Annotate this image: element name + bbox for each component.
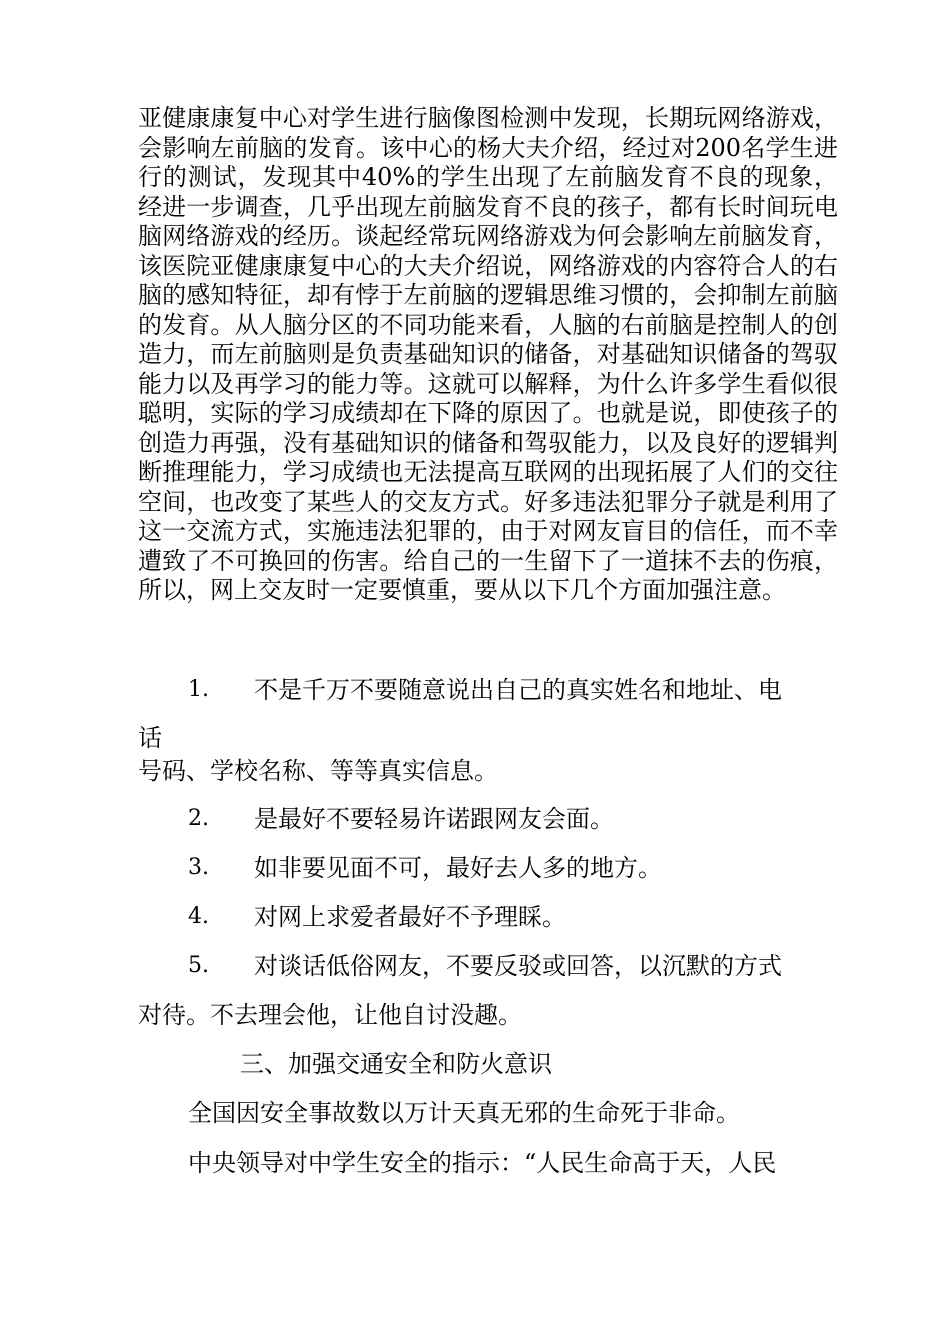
list-item-number: 1.: [188, 677, 209, 702]
list-item-number: 4.: [188, 904, 209, 929]
list-item-continuation: 话: [138, 724, 162, 752]
list-item-number: 2.: [188, 806, 209, 831]
list-item-text: 如非要见面不可，最好去人多的地方。: [254, 854, 662, 882]
paragraph: 中央领导对中学生安全的指示：“人民生命高于天，人民: [188, 1149, 777, 1177]
paragraph: 全国因安全事故数以万计天真无邪的生命死于非命。: [188, 1099, 740, 1127]
list-item-continuation: 号码、学校名称、等等真实信息。: [138, 757, 498, 785]
list-item-text: 是最好不要轻易许诺跟网友会面。: [254, 805, 614, 833]
main-paragraph: 亚健康康复中心对学生进行脑像图检测中发现，长期玩网络游戏，会影响左前脑的发育。该中心的杨大夫介绍，经过对200名学生进行的测试，发现其中40%的学生出现了左前脑发育不良的现象，经进一步调查，几乎出现左前脑发育不良的孩子，都有长时间玩电脑网络游戏的经历。谈起经常玩网络游戏为何会影响左前脑发育，该医院亚健康康复中心的大夫介绍说，网络游戏的内容符合人的右脑的感知特征，却有悖于左前脑的逻辑思维习惯的，会抑制左前脑的发育。从人脑分区的不同功能来看，人脑的右前脑是控制人的创造力，而左前脑则是负责基础知识的储备，对基础知识储备的驾驭能力以及再学习的能力等。这就可以解释，为什么许多学生看似很聪明，实际的学习成绩却在下降的原因了。也就是说，即使孩子的创造力再强，没有基础知识的储备和驾驭能力，以及良好的逻辑判断推理能力，学习成绩也无法提高互联网的出现拓展了人们的交往空间，也改变了某些人的交友方式。好多违法犯罪分子就是利用了这一交流方式，实施违法犯罪的，由于对网友盲目的信任，而不幸遭致了不可换回的伤害。给自己的一生留下了一道抹不去的伤痕，所以，网上交友时一定要慎重，要从以下几个方面加强注意。: [138, 104, 838, 604]
list-item-number: 3.: [188, 855, 209, 880]
list-item-text: 对谈话低俗网友，不要反驳或回答，以沉默的方式: [254, 952, 782, 980]
list-item-text: 不是千万不要随意说出自己的真实姓名和地址、电: [254, 676, 782, 704]
list-item-number: 5.: [188, 953, 209, 978]
section-heading: 三、加强交通安全和防火意识: [240, 1050, 552, 1078]
list-item-continuation: 对待。不去理会他，让他自讨没趣。: [138, 1001, 522, 1029]
list-item-text: 对网上求爱者最好不予理睬。: [254, 903, 566, 931]
